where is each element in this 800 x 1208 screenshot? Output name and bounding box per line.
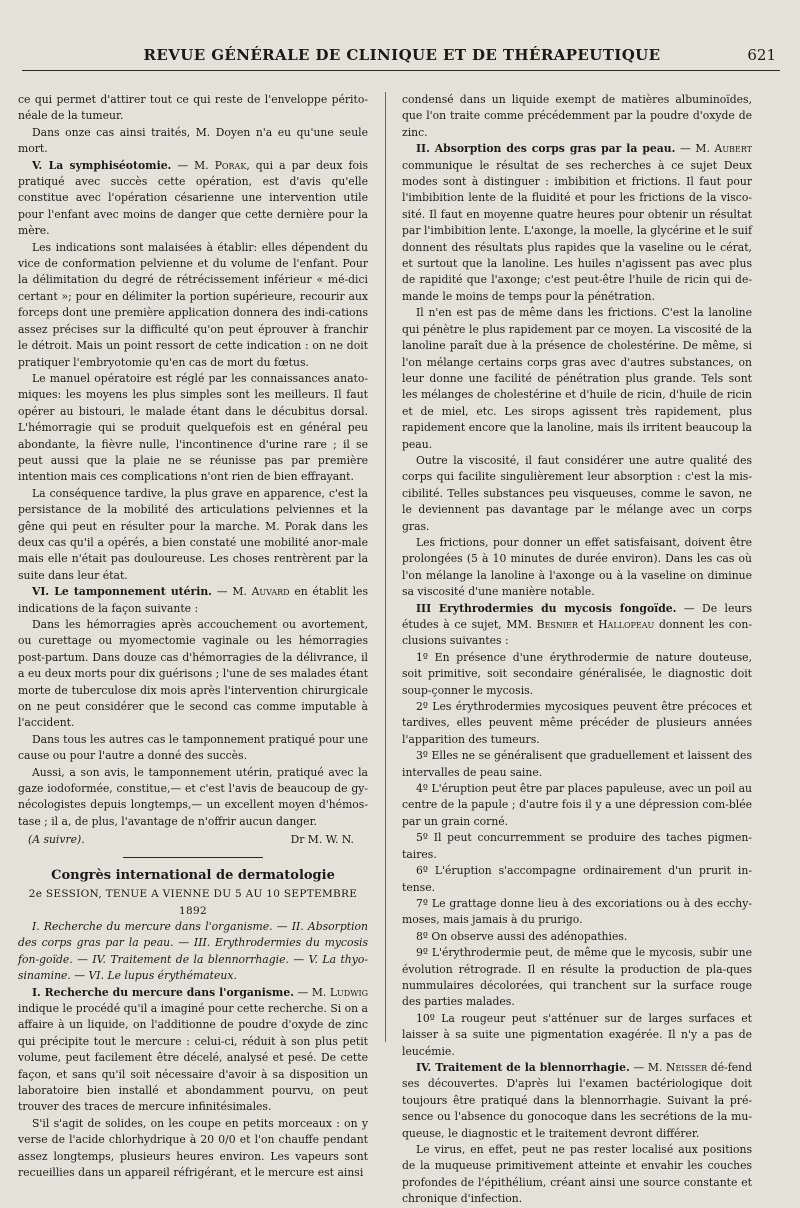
author-name: Besnier	[536, 618, 578, 631]
page-header	[22, 40, 780, 71]
table-of-contents: I. Recherche du mercure dans l'organisme. — II. Absorption des corps gras par la peau. — III. Erythrodermies du mycosis fon-goïde. — IV. Traitement de la blennorrhagie. — V. La thyo-sinamine. — VI. Le lupus érythémateux.	[18, 919, 368, 983]
left-column	[18, 92, 368, 1181]
conclusion-item: 9º L'érythrodermie peut, de même que le mycosis, subir une évolution rétrograde. Il en résulte la production de pla-ques nummulaires décolorées, qui tranchent sur la surface rouge des parties malades.	[402, 946, 752, 1009]
section-heading: III Erythrodermies du mycosis fongoïde.	[416, 601, 677, 615]
section-erythrodermies: III Erythrodermies du mycosis fongoïde. — De leurs études à ce sujet, MM. Besnier et Hallopeau donnent les con-clusions suivantes :	[402, 601, 752, 648]
paragraph: Le manuel opératoire est réglé par les connaissances anato-miques: les moyens les plus simples sont les meilleurs. Il faut opérer au bistouri, le malade étant dans le décubitus dorsal. L'hémorragie qui se produit quelquefois est en général peu abondante, la fièvre nulle, l'incontinence d'urine rare ; il se peut aussi que la plaie ne se réunisse pas par première intention mais ces complications n'ont rien de bien effrayant.	[18, 371, 368, 484]
author-signature: Dr M. W. N.	[290, 833, 354, 847]
conclusion-item: 7º Le grattage donne lieu à des excoriations ou à des ecchy-moses, mais jamais à du prurigo.	[402, 896, 752, 927]
section-recherche-mercure: I. Recherche du mercure dans l'organisme. — M. Ludwig indique le procédé qu'il a imaginé pour cette recherche. Si on a affaire à un liquide, on l'additionne de poudre d'oxyde de zinc qui précipite tout le mercure : celui-ci, réduit à son plus petit volume, peut facilement être décelé, analysé et pesé. De cette façon, et sans qu'il soit nécessaire d'avoir à sa disposition un laboratoire bien installé et abondamment pourvu, on peut trouver des traces de mercure infinitésimales.	[18, 985, 368, 1114]
conclusion-item: 2º Les érythrodermies mycosiques peuvent être précoces et tardives, elles peuvent même précéder de plusieurs années l'apparition des tumeurs.	[402, 700, 752, 746]
congress-title: Congrès international de dermatologie	[51, 867, 335, 883]
conclusion-item: 1º En présence d'une érythrodermie de nature douteuse, soit primitive, soit secondaire généralisée, le diagnostic doit soup-çonner le mycosis.	[402, 650, 752, 697]
conclusion-item: 5º Il peut concurremment se produire des taches pigmen-taires.	[402, 831, 752, 861]
paragraph: Dans onze cas ainsi traités, M. Doyen n'a eu qu'une seule mort.	[18, 125, 368, 156]
paragraph: Les frictions, pour donner un effet satisfaisant, doivent être prolongées (5 à 10 minutes de durée environ). Dans les cas où l'on mélange la lanoline à l'axonge ou à la vaseline on diminue sa viscosité d'une manière notable.	[402, 535, 752, 599]
paragraph: Aussi, a son avis, le tamponnement utérin, pratiqué avec la gaze iodoformée, constitue,— et c'est l'avis de beaucoup de gy-nécologistes depuis longtemps,— un excellent moyen d'hémos-tase ; il a, de plus, l'avantage de n'offrir aucun danger.	[18, 765, 368, 828]
paragraph: Dans tous les autres cas le tamponnement pratiqué pour une cause ou pour l'autre a donné des succès.	[18, 732, 368, 763]
running-title: REVUE GÉNÉRALE DE CLINIQUE ET DE THÉRAPEUTIQUE	[143, 46, 661, 64]
signature-line	[18, 832, 368, 848]
session-subtitle: 2e SESSION, TENUE A VIENNE DU 5 AU 10 SEPTEMBRE 1892	[28, 888, 358, 917]
paragraph: Il n'en est pas de même dans les frictions. C'est la lanoline qui pénètre le plus rapidement par ce moyen. La viscosité de la lanoline paraît due à la présence de cholestérine. De même, si l'on mélange certains corps gras avec d'autres substances, on leur donne une facilité de pénétration plus grande. Tels sont les mélanges de cholestérine et d'huile de ricin, d'huile de ricin et de miel, etc. Les sirops agissent très rapidement, plus rapidement encore que la lanoline, mais ils irritent beaucoup la peau.	[402, 306, 752, 451]
paragraph: Le virus, en effet, peut ne pas rester localisé aux positions de la muqueuse primitivement atteinte et envahir les couches profondes de l'épithélium, créant ainsi une source constante et chronique d'infection.	[402, 1143, 752, 1206]
paragraph: ce qui permet d'attirer tout ce qui reste de l'enveloppe périto-néale de la tumeur.	[18, 93, 368, 123]
author-name: Neisser	[666, 1060, 708, 1074]
conclusion-item: 6º L'éruption s'accompagne ordinairement d'un prurit in-tense.	[402, 864, 752, 894]
author-name: Ludwig	[329, 985, 368, 999]
to-be-continued: (A suivre).	[28, 833, 85, 847]
author-name: Aubert	[714, 142, 752, 156]
section-blennorrhagie: IV. Traitement de la blennorrhagie. — M. Neisser dé-fend ses découvertes. D'après lui l'examen bactériologique doit toujours être pratiqué dans la blennorrhagie. Suivant la pré-sence ou l'absence du gonocoque dans les secrétions de la mu-queuse, le diagnostic et le traitement devront différer.	[402, 1060, 753, 1140]
author-name: Hallopeau	[598, 618, 655, 631]
section-divider	[123, 857, 263, 858]
conclusion-item: 10º La rougeur peut s'atténuer sur de larges surfaces et laisser à sa suite une pigmentation exagérée. Il n'y a pas de leucémie.	[402, 1011, 752, 1058]
author-name: Auvard	[251, 585, 290, 599]
paragraph: Les indications sont malaisées à établir: elles dépendent du vice de conformation pelvienne et du volume de l'enfant. Pour la délimitation du degré de rétrécissement inférieur « mé-dici certant »; pour en délimiter la portion supérieure, recourir aux forceps dont une première application donnera des indi-cations assez précises sur la difficulté qu'on peut éprouver à franchir le détroit. Mais un point ressort de cette indication : on ne doit pratiquer l'embryotomie qu'en cas de mort du fœtus.	[18, 240, 368, 369]
section-tamponnement: VI. Le tamponnement utérin. — M. Auvard en établit les indications de la façon suivante :	[18, 585, 368, 615]
section-heading: IV. Traitement de la blennorrhagie.	[416, 1060, 630, 1074]
conclusion-item: 8º On observe aussi des adénopathies.	[416, 929, 628, 943]
paragraph: La conséquence tardive, la plus grave en apparence, c'est la persistance de la mobilité des articulations pelviennes et la gêne qui peut en résulter pour la marche. M. Porak dans les deux cas qu'il a opérés, a bien constaté une mobilité anor-male mais elle n'était pas douloureuse. Les choses rentrèrent par la suite dans leur état.	[18, 486, 368, 582]
paragraph: Dans les hémorragies après accouchement ou avortement, ou curettage ou myomectomie vaginale ou les hémorragies post-partum. Dans douze cas d'hémorragies de la délivrance, il a eu deux morts pour dix guérisons ; l'une de ses malades étant morte de tuberculose dix mois après l'intervention chirurgicale on ne peut considérer que le second cas comme imputable à l'accident.	[18, 618, 368, 730]
conclusion-item: 3º Elles ne se généralisent que graduellement et laissent des intervalles de peau saine.	[402, 749, 752, 779]
paragraph: condensé dans un liquide exempt de matières albuminoïdes, que l'on traite comme précédemment par la poudre d'oxyde de zinc.	[402, 93, 752, 139]
conclusion-item: 4º L'éruption peut être par places papuleuse, avec un poil au centre de la papule ; d'autre fois il y a une dépression com-blée par un grain corné.	[402, 782, 752, 828]
author-name: Porak	[214, 158, 247, 172]
section-heading: II. Absorption des corps gras par la peau.	[416, 142, 676, 156]
section-heading: V. La symphiséotomie.	[32, 158, 172, 172]
section-absorption-corps-gras: II. Absorption des corps gras par la peau. — M. Aubert communique le résultat de ses recherches à ce sujet Deux modes sont à distinguer : imbibition et frictions. Il faut pour l'imbibition lente de la fluidité et pour les frictions de la visco-sité. Il faut en moyenne quatre heures pour obtenir un résultat par l'imbibition lente. L'axonge, la moelle, la glycérine et le suif donnent des résultats plus rapides que la vaseline ou le cérat, et surtout que la lanoline. Les huiles n'agissent pas avec plus de rapidité que l'axonge; c'est peut-être l'huile de ricin qui de-mande le moins de temps pour la pénétration.	[402, 142, 752, 303]
conclusions-list	[402, 650, 752, 1060]
paragraph: S'il s'agit de solides, on les coupe en petits morceaux : on y verse de l'acide chlorhydrique à 20 0/0 et l'on chauffe pendant assez longtemps, plusieurs heures environ. Les vapeurs sont recueillies dans un appareil réfrigérant, et le mercure est ainsi	[18, 1116, 368, 1179]
section-symphiseotomie: V. La symphiséotomie. — M. Porak, qui a par deux fois pratiqué avec succès cette opération, est d'avis qu'elle constitue avec l'opération césarienne une intervention utile pour l'enfant avec moins de danger que cette dernière pour la mère.	[18, 158, 368, 238]
section-heading: VI. Le tamponnement utérin.	[32, 585, 212, 599]
section-heading: I. Recherche du mercure dans l'organisme.	[32, 985, 294, 999]
paragraph: Outre la viscosité, il faut considérer une autre qualité des corps qui facilite singulièrement leur absorption : c'est la mis-cibilité. Telles substances peu visqueuses, comme le savon, ne le deviennent pas davantage par le mélange avec un corps gras.	[402, 453, 752, 533]
page-number: 621	[747, 46, 776, 64]
column-rule	[385, 92, 386, 1042]
right-column	[402, 92, 752, 1208]
